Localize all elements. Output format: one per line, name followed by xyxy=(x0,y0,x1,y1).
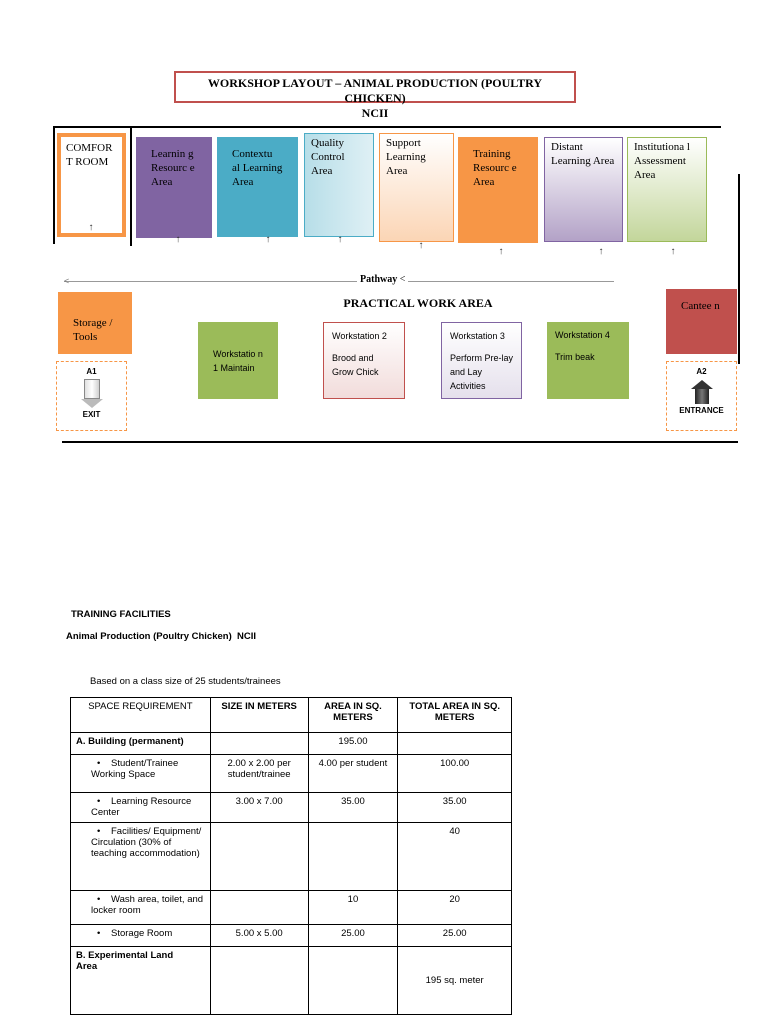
table-row xyxy=(71,755,512,793)
column-header: SIZE IN METERS xyxy=(210,698,308,733)
size-cell: 5.00 x 5.00 xyxy=(210,925,308,947)
total-cell: 25.00 xyxy=(398,925,512,947)
space-text: • Wash area, toilet, and locker room xyxy=(91,894,205,916)
workstation-3-desc: Perform Pre-lay and Lay Activities xyxy=(450,353,514,391)
arrow-up-icon: ↑ xyxy=(88,222,94,233)
table-row xyxy=(71,793,512,823)
space-cell: B. Experimental Land Area xyxy=(71,947,211,1015)
total-cell: 195 sq. meter xyxy=(398,947,512,1015)
area-cell: 195.00 xyxy=(308,733,398,755)
table-row xyxy=(71,733,512,755)
size-cell: 3.00 x 7.00 xyxy=(210,793,308,823)
area-quality-control: Quality Control Area xyxy=(304,133,374,237)
arrow-up-icon: ↑ xyxy=(175,234,181,245)
area-institutional-assessment: Institutiona l Assessment Area xyxy=(627,137,707,242)
exit-label: EXIT xyxy=(82,410,101,419)
area-comfort-room: COMFOR T ROOM xyxy=(57,133,126,237)
layout-title-line1: WORKSHOP LAYOUT – ANIMAL PRODUCTION (POULTRY CHICKEN) xyxy=(207,76,543,105)
area-distant-learning: Distant Learning Area xyxy=(544,137,623,242)
area-cell: 25.00 xyxy=(308,925,398,947)
total-cell: 20 xyxy=(398,891,512,925)
table-row xyxy=(71,947,512,1015)
area-cell: 4.00 per student xyxy=(308,755,398,793)
arrow-up-icon: ↑ xyxy=(337,234,343,245)
entrance-arrow-icon xyxy=(695,389,709,404)
workstation-2-desc: Brood and Grow Chick xyxy=(332,353,379,377)
pathway-arrow-left-icon: < xyxy=(64,276,70,286)
space-text: • Student/Trainee Working Space xyxy=(91,758,205,780)
area-cell xyxy=(308,823,398,891)
size-cell xyxy=(210,733,308,755)
area-learning-resource: Learnin g Resourc e Area xyxy=(136,137,212,238)
facilities-heading: TRAINING FACILITIES xyxy=(71,609,171,620)
table-header-row xyxy=(71,698,512,733)
workstation-2 xyxy=(323,322,405,399)
total-cell: 35.00 xyxy=(398,793,512,823)
exit-code: A1 xyxy=(86,367,97,376)
size-cell: 2.00 x 2.00 per student/trainee xyxy=(210,755,308,793)
layout-title xyxy=(174,71,576,120)
arrow-up-icon: ↑ xyxy=(498,246,504,257)
column-header: TOTAL AREA IN SQ. METERS xyxy=(398,698,512,733)
table-row xyxy=(71,891,512,925)
column-header: AREA IN SQ. METERS xyxy=(308,698,398,733)
exit-arrowhead-icon xyxy=(81,399,103,408)
workstation-4 xyxy=(547,322,629,399)
top-wall xyxy=(53,126,721,128)
area-storage-tools: Storage / Tools xyxy=(58,292,132,354)
workstation-2-title: Workstation 2 xyxy=(332,331,387,341)
entrance-label: ENTRANCE xyxy=(679,406,724,415)
column-header: SPACE REQUIREMENT xyxy=(71,698,211,733)
arrow-up-icon: ↑ xyxy=(670,246,676,257)
space-requirements-table xyxy=(70,697,512,1015)
arrow-up-icon: ↑ xyxy=(598,246,604,257)
comfort-room-wall xyxy=(130,126,132,246)
size-cell xyxy=(210,891,308,925)
table-row xyxy=(71,823,512,891)
area-training-resource: Training Resourc e Area xyxy=(458,137,538,243)
entrance-arrowhead-icon xyxy=(691,380,713,389)
size-cell xyxy=(210,947,308,1015)
space-cell xyxy=(71,755,211,793)
space-cell xyxy=(71,793,211,823)
area-canteen: Cantee n xyxy=(666,289,737,354)
arrow-up-icon: ↑ xyxy=(418,240,424,251)
practical-area-title: PRACTICAL WORK AREA xyxy=(343,296,493,310)
class-size-note: Based on a class size of 25 students/trainees xyxy=(90,676,281,687)
exit-arrow-icon xyxy=(84,379,100,399)
pathway-label xyxy=(357,274,408,285)
space-text: • Learning Resource Center xyxy=(91,796,205,818)
entrance-code: A2 xyxy=(696,367,707,376)
total-cell: 40 xyxy=(398,823,512,891)
area-cell xyxy=(308,947,398,1015)
layout-title-line2: NCII xyxy=(361,106,389,120)
workstation-4-title: Workstation 4 xyxy=(555,330,610,340)
space-text: • Storage Room xyxy=(91,928,205,939)
table-row xyxy=(71,925,512,947)
arrow-up-icon: ↑ xyxy=(265,234,271,245)
space-cell xyxy=(71,891,211,925)
area-cell: 10 xyxy=(308,891,398,925)
workstation-1: Workstatio n 1 Maintain xyxy=(198,322,278,399)
left-wall xyxy=(53,126,55,244)
space-cell xyxy=(71,823,211,891)
size-cell xyxy=(210,823,308,891)
total-cell xyxy=(398,733,512,755)
bottom-wall xyxy=(62,441,738,443)
workstation-3 xyxy=(441,322,522,399)
pathway-arrow-icon: < xyxy=(399,274,406,285)
workstation-4-desc: Trim beak xyxy=(555,352,595,362)
space-cell xyxy=(71,925,211,947)
total-cell: 100.00 xyxy=(398,755,512,793)
space-text: • Facilities/ Equipment/ Circulation (30% of teaching accommodation) xyxy=(91,826,205,859)
area-cell: 35.00 xyxy=(308,793,398,823)
pathway-text: Pathway xyxy=(360,274,398,285)
facilities-subheading: Animal Production (Poultry Chicken) NCII xyxy=(66,631,257,642)
area-contextual-learning: Contextu al Learning Area xyxy=(217,137,298,237)
exit-door xyxy=(56,361,127,431)
area-support-learning: Support Learning Area xyxy=(379,133,454,242)
pathway-line xyxy=(64,281,614,282)
space-cell: A. Building (permanent) xyxy=(71,733,211,755)
right-wall xyxy=(738,174,740,364)
workstation-3-title: Workstation 3 xyxy=(450,331,505,341)
entrance-door xyxy=(666,361,737,431)
